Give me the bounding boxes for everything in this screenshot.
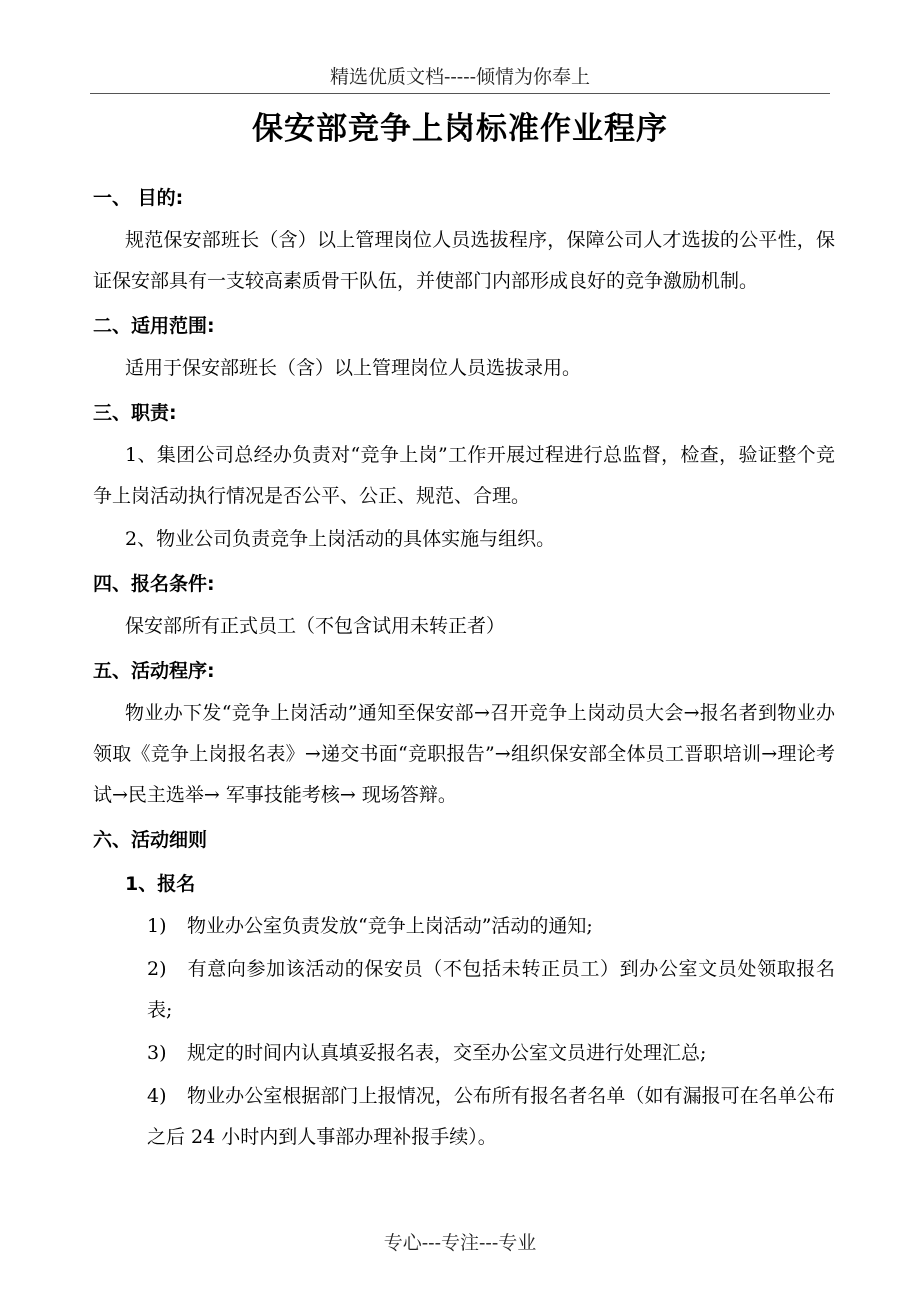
list-item: [147, 906, 835, 947]
section-heading-eligibility: 四、报名条件:: [93, 573, 215, 595]
registration-list: [93, 906, 835, 1158]
section-heading-purpose: 一、 目的:: [93, 187, 184, 209]
section-paragraph-eligibility: 保安部所有正式员工（不包含试用未转正者）: [125, 615, 506, 637]
section-paragraph-purpose: 规范保安部班长（含）以上管理岗位人员选拔程序，保障公司人才选拔的公平性，保证保安部具有一支较高素质骨干队伍，并使部门内部形成良好的竞争激励机制。: [93, 229, 835, 292]
header-divider: [90, 93, 830, 94]
list-item-number: 4): [147, 1085, 167, 1107]
section-paragraph-scope: 适用于保安部班长（含）以上管理岗位人员选拔录用。: [125, 357, 582, 379]
list-item-text: 物业办公室负责发放“竞争上岗活动”活动的通知;: [187, 915, 593, 937]
page-footer-text: 专心---专注---专业: [383, 1232, 537, 1254]
document-title: 保安部竞争上岗标准作业程序: [252, 111, 668, 147]
page-header-text: 精选优质文档-----倾情为你奉上: [329, 66, 591, 88]
section-paragraph-procedure: 物业办下发“竞争上岗活动”通知至保安部→召开竞争上岗动员大会→报名者到物业办领取《竞争上岗报名表》→递交书面“竞职报告”→组织保安部全体员工晋职培训→理论考试→民主选举→ 军事技能考核→ 现场答辩。: [93, 702, 835, 806]
section-heading-scope: 二、适用范围:: [93, 315, 215, 337]
section-heading-procedure: 五、活动程序:: [93, 660, 215, 682]
document-body: [93, 176, 835, 1160]
list-item: [147, 1033, 835, 1074]
list-item: [147, 949, 835, 1031]
section-heading-responsibilities: 三、职责:: [93, 402, 177, 424]
list-item-number: 1): [147, 915, 167, 937]
list-item-number: 3): [147, 1042, 167, 1064]
list-item-text: 物业办公室根据部门上报情况，公布所有报名者名单（如有漏报可在名单公布之后 24 小时内到人事部办理补报手续）。: [147, 1085, 835, 1148]
subsection-heading-registration: 1、报名: [125, 873, 196, 895]
list-item-number: 2): [147, 958, 167, 980]
list-item-text: 规定的时间内认真填妥报名表，交至办公室文员进行处理汇总;: [187, 1042, 707, 1064]
section-paragraph-responsibility-2: 2、物业公司负责竞争上岗活动的具体实施与组织。: [125, 528, 556, 550]
list-item-text: 有意向参加该活动的保安员（不包括未转正员工）到办公室文员处领取报名表;: [147, 958, 835, 1021]
list-item: [147, 1076, 835, 1158]
section-paragraph-responsibility-1: 1、集团公司总经办负责对“竞争上岗”工作开展过程进行总监督，检查，验证整个竞争上岗活动执行情况是否公平、公正、规范、合理。: [93, 444, 835, 507]
section-heading-details: 六、活动细则: [93, 829, 208, 851]
